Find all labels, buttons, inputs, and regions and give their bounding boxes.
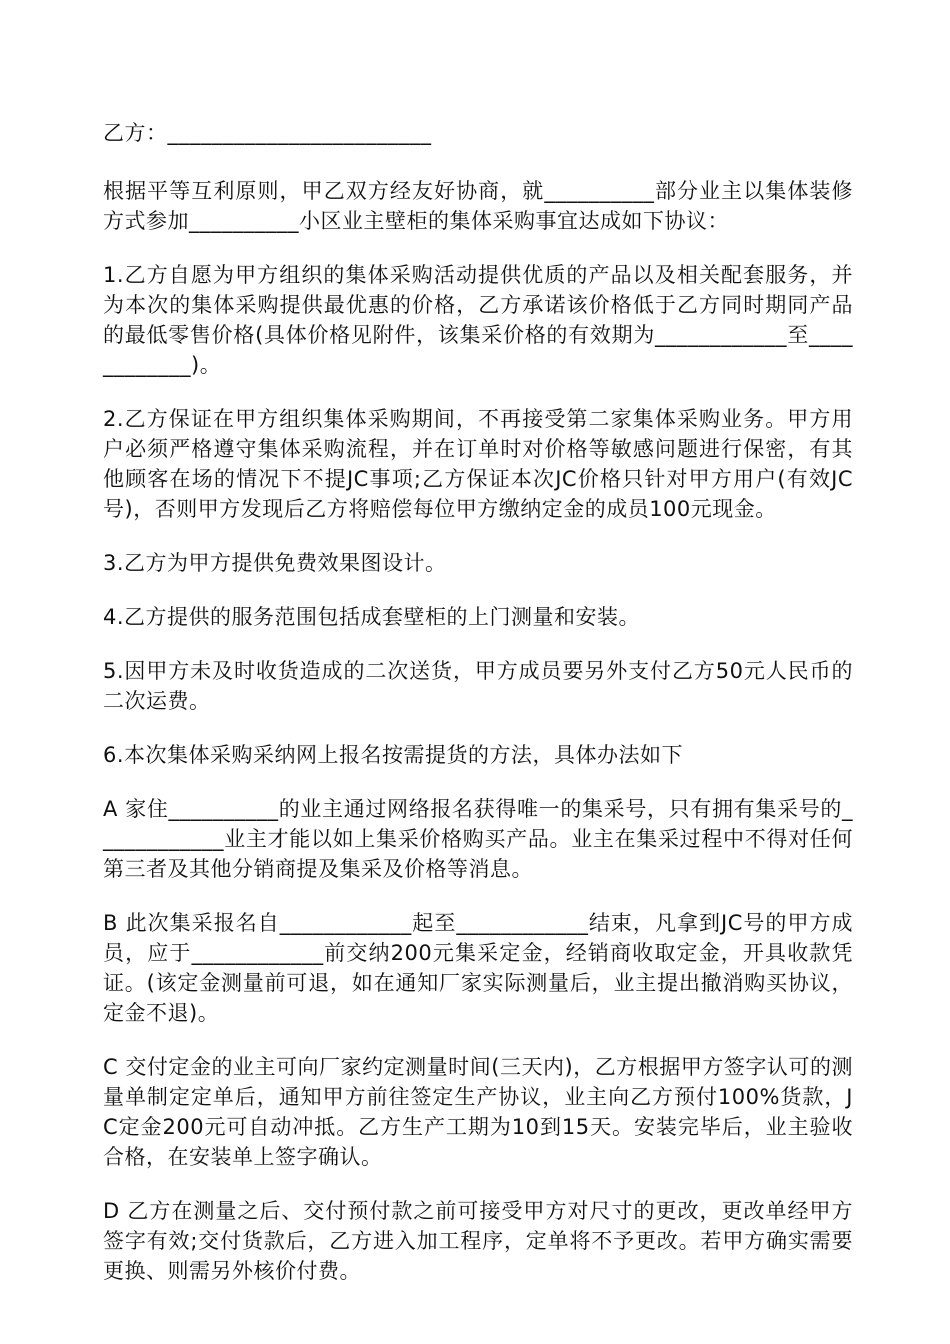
clause-6: 6.本次集体采购采纳网上报名按需提货的方法，具体办法如下 (103, 743, 684, 767)
clause-3: 3.乙方为甲方提供免费效果图设计。 (103, 551, 447, 575)
clause-1: 1.乙方自愿为甲方组织的集体采购活动提供优质的产品以及相关配套服务，并为本次的集体采购提供最优惠的价格，乙方承诺该价格低于乙方同时期同产品的最低零售价格(具体价格见附件，该集采价格的有效期为____________至____________)。 (103, 263, 853, 377)
party-b-line: 乙方：________________________ (103, 121, 432, 145)
contract-page (103, 118, 853, 1310)
clause-2: 2.乙方保证在甲方组织集体采购期间，不再接受第二家集体采购业务。甲方用户必须严格遵守集体采购流程，并在订单时对价格等敏感问题进行保密，有其他顾客在场的情况下不提JC事项;乙方保证本次JC价格只针对甲方用户(有效JC号)，否则甲方发现后乙方将赔偿每位甲方缴纳定金的成员100元现金。 (103, 407, 853, 521)
item-b: B 此次集采报名自____________起至____________结束，凡拿到JC号的甲方成员，应于____________前交纳200元集采定金，经销商收取定金，开具收款凭证。(该定金测量前可退，如在通知厂家实际测量后，业主提出撤消购买协议，定金不退)。 (103, 911, 853, 1025)
item-a: A 家住__________的业主通过网络报名获得唯一的集采号，只有拥有集采号的____________业主才能以如上集采价格购买产品。业主在集采过程中不得对任何第三者及其他分销商提及集采及价格等消息。 (103, 797, 853, 881)
intro-paragraph: 根据平等互利原则，甲乙双方经友好协商，就__________部分业主以集体装修方式参加__________小区业主壁柜的集体采购事宜达成如下协议： (103, 179, 853, 233)
item-d: D 乙方在测量之后、交付预付款之前可接受甲方对尺寸的更改，更改单经甲方签字有效;交付货款后，乙方进入加工程序，定单将不予更改。若甲方确实需要更换、则需另外核价付费。 (103, 1199, 853, 1283)
clause-5: 5.因甲方未及时收货造成的二次送货，甲方成员要另外支付乙方50元人民币的二次运费。 (103, 659, 853, 713)
clause-4: 4.乙方提供的服务范围包括成套壁柜的上门测量和安装。 (103, 605, 641, 629)
item-c: C 交付定金的业主可向厂家约定测量时间(三天内)，乙方根据甲方签字认可的测量单制定定单后，通知甲方前往签定生产协议，业主向乙方预付100%货款，JC定金200元可自动冲抵。乙方生产工期为10到15天。安装完毕后，业主验收合格，在安装单上签字确认。 (103, 1055, 853, 1169)
